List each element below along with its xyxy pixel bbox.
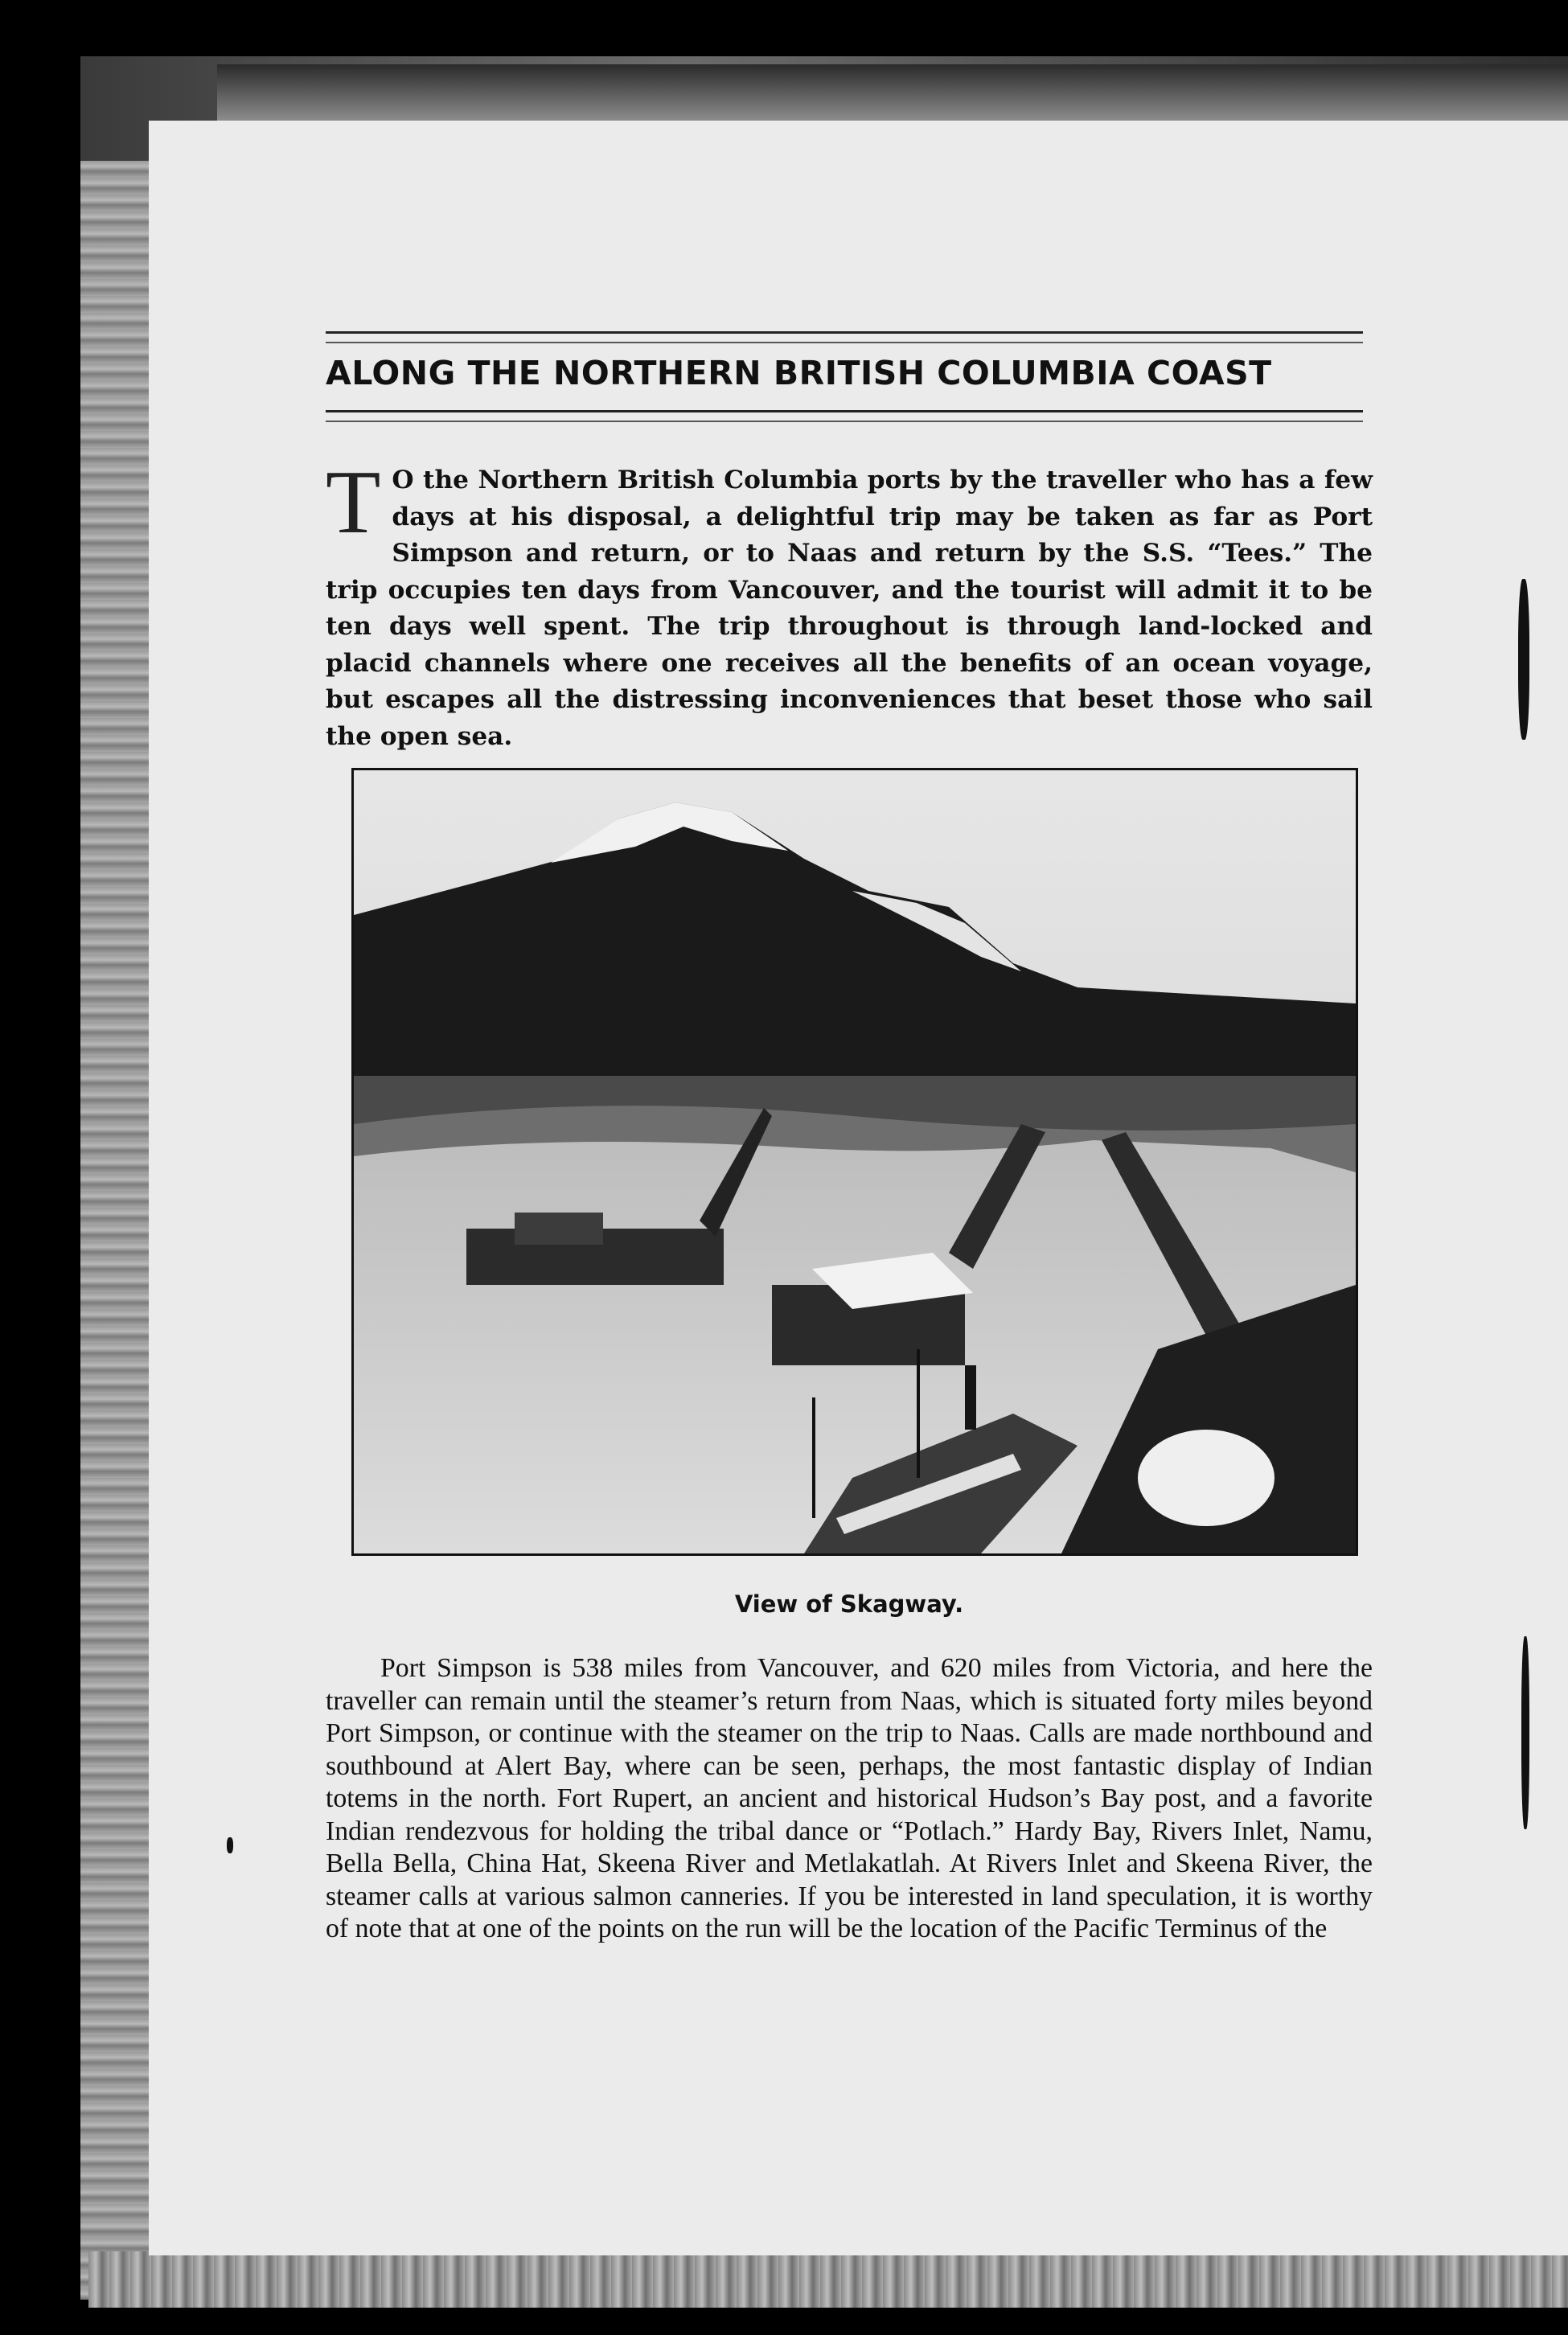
body-paragraph: Port Simpson is 538 miles from Vancouver, and 620 miles from Victoria, and here the traveller can remain until the steamer’s return from Naas, which is situated forty miles beyond Port Simpson, or continue with the steamer on the trip to Naas. Calls are made northbound and southbound at Alert Bay, where can be seen, perhaps, the most fantastic display of Indian totems in the north. Fort Rupert, an ancient and historical Hudson’s Bay post, and a favorite Indian rendezvous for holding the tribal dance or “Potlach.” Hardy Bay, Rivers Inlet, Namu, Bella Bella, China Hat, Skeena River and Metlakatlah. At Rivers Inlet and Skeena River, the steamer calls at various salmon canneries. If you be interested in land speculation, it is worthy of note that at one of the points on the run will be the location of the Pacific Terminus of the xyxy=(326,1653,1373,1943)
page-title: ALONG THE NORTHERN BRITISH COLUMBIA COAST xyxy=(326,354,1272,392)
intro-paragraph xyxy=(326,453,1373,755)
scan-speck xyxy=(227,1837,233,1853)
drop-cap: T xyxy=(326,453,381,552)
page-top-edge xyxy=(217,64,1568,122)
binding-mark xyxy=(1518,579,1529,740)
intro-text: O the Northern British Columbia ports by the traveller who has a few days at his disposal, a delightful trip may be taken as far as Port Simpson and return, or to Naas and return by the S.S. “Tees.” The trip occupies ten days from Vancouver, and the tourist will admit it to be ten days well spent. The trip throughout is through land-locked and placid channels where one receives all the benefits of an ocean voyage, but escapes all the distressing inconveniences that beset those who sail the open sea. xyxy=(326,466,1373,751)
skagway-photo xyxy=(351,768,1358,1556)
page-bottom-edge xyxy=(88,2251,1568,2308)
title-rule-bottom xyxy=(326,410,1363,422)
photo-caption: View of Skagway. xyxy=(734,1590,964,1618)
title-rule-top xyxy=(326,331,1363,343)
skagway-photo-illustration xyxy=(354,770,1356,1553)
binding-mark xyxy=(1521,1636,1529,1829)
page-left-edge xyxy=(80,161,153,2300)
